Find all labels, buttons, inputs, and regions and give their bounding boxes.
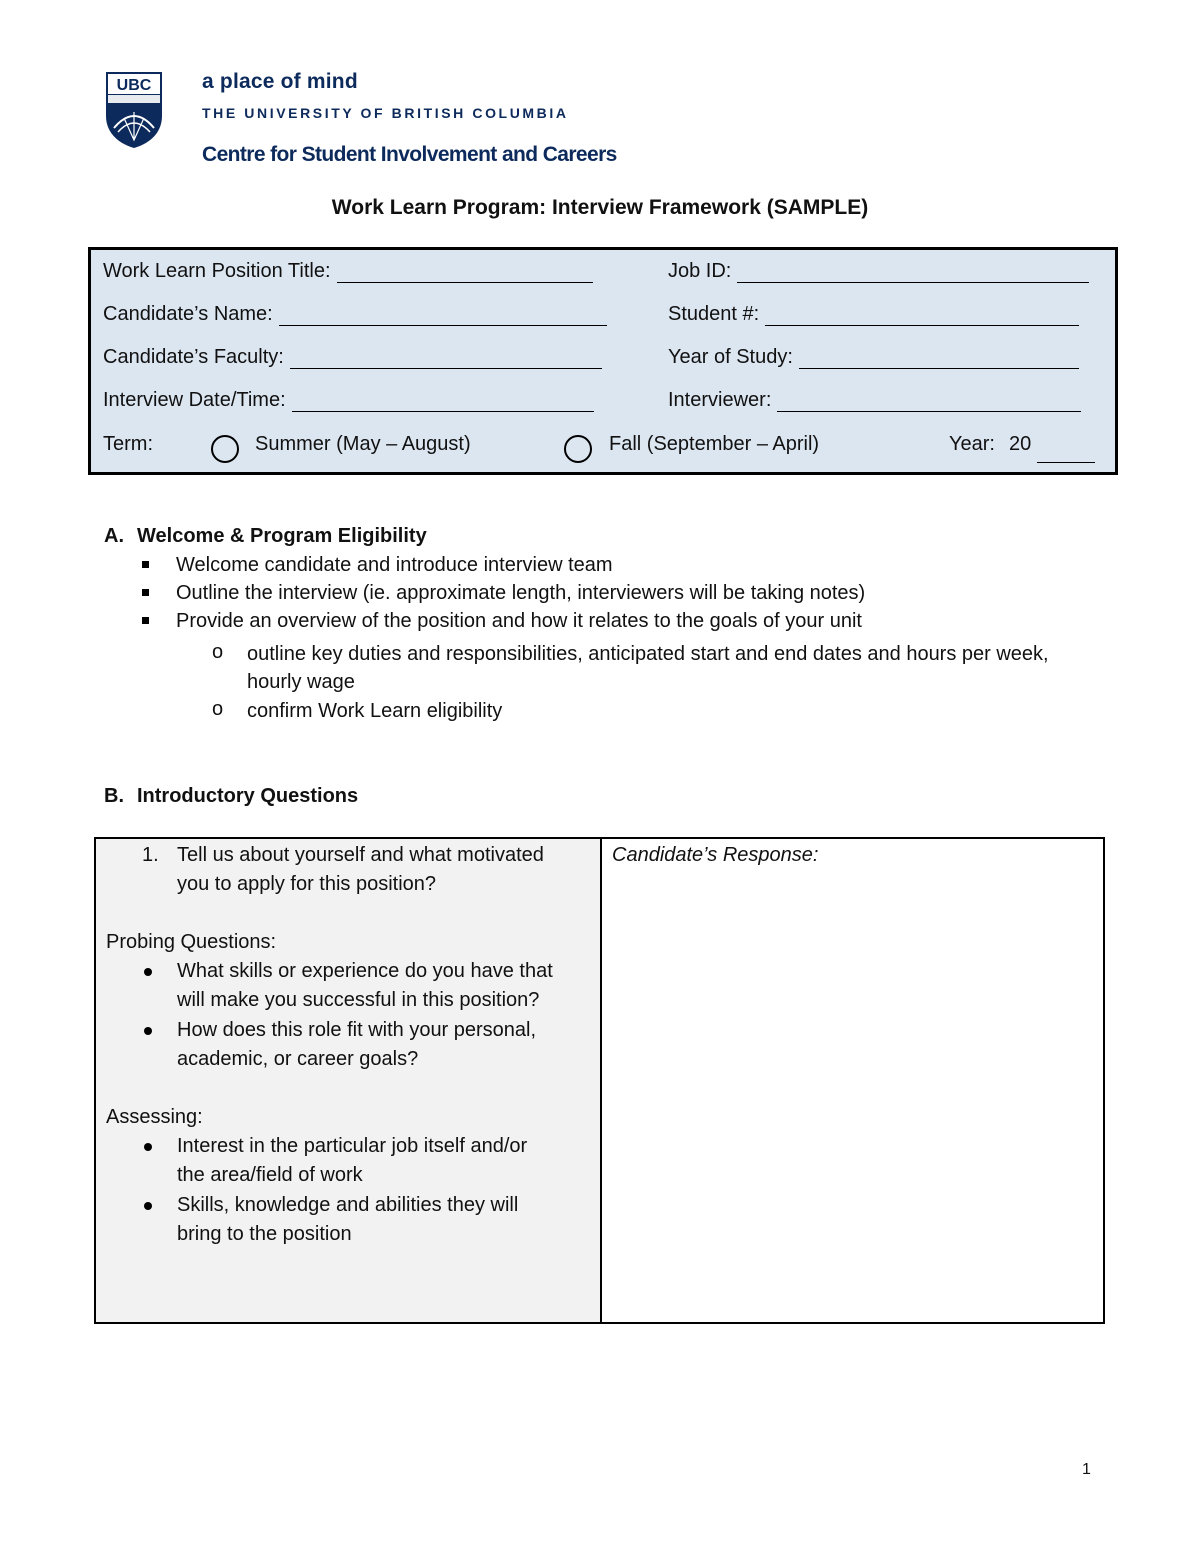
page-number: 1 [1082,1461,1091,1478]
bullet-icon [144,1143,152,1151]
tagline: a place of mind [202,70,358,93]
fall-radio[interactable] [564,435,592,463]
response-label: Candidate’s Response: [612,844,819,866]
interview-datetime-field [103,389,594,412]
section-b-title: Introductory Questions [137,785,359,807]
position-title-label: Work Learn Position Title: [103,260,331,282]
section-b-heading [104,785,358,808]
probing-item-2-line-2: academic, or career goals? [177,1048,419,1070]
summer-option-label: Summer (May – August) [255,433,471,455]
job-id-field [668,260,1089,283]
year-of-study-input[interactable] [799,350,1079,369]
interviewer-input[interactable] [777,393,1081,412]
summer-radio[interactable] [211,435,239,463]
year-prefix: 20 [1009,433,1032,455]
ubc-logo [104,70,164,150]
year-of-study-field [668,346,1079,369]
term-row [103,432,1103,466]
interview-datetime-label: Interview Date/Time: [103,389,286,411]
university-name: THE UNIVERSITY OF BRITISH COLUMBIA [202,105,569,121]
bullet-icon [144,1027,152,1035]
assessing-label: Assessing: [106,1106,203,1128]
interviewer-label: Interviewer: [668,389,772,411]
interviewer-field [668,389,1081,412]
year-input[interactable] [1037,462,1095,463]
year-label: Year: [949,433,995,455]
probing-item-1-line-2: will make you successful in this position? [177,989,540,1011]
logo-text: UBC [116,77,152,94]
circle-bullet-icon: o [212,698,224,720]
section-a-title: Welcome & Program Eligibility [137,525,427,547]
year-of-study-label: Year of Study: [668,346,793,368]
question-number: 1. [142,844,159,866]
student-number-input[interactable] [765,307,1079,326]
response-cell[interactable] [602,839,1103,1322]
question-table [94,837,1105,1324]
assessing-item-1-line-1: Interest in the particular job itself and/or [177,1135,528,1157]
department-name: Centre for Student Involvement and Careers [202,143,617,166]
square-bullet-icon [142,589,149,596]
student-number-field [668,303,1079,326]
job-id-input[interactable] [737,264,1089,283]
square-bullet-icon [142,561,149,568]
bullet-icon [144,1202,152,1210]
assessing-item-2-line-2: bring to the position [177,1223,352,1245]
student-number-label: Student #: [668,303,760,325]
candidate-info-box [88,247,1118,475]
position-title-field [103,260,593,283]
probing-item-2-line-1: How does this role fit with your personal, [177,1019,537,1041]
candidate-name-input[interactable] [279,307,607,326]
candidate-faculty-label: Candidate’s Faculty: [103,346,284,368]
candidate-name-field [103,303,607,326]
question-cell [96,839,602,1322]
probing-item-1-line-1: What skills or experience do you have that [177,960,553,982]
section-a-heading [104,525,427,548]
section-b-letter: B. [104,785,124,807]
probing-label: Probing Questions: [106,931,277,953]
circle-bullet-icon: o [212,641,224,663]
square-bullet-icon [142,617,149,624]
candidate-faculty-input[interactable] [290,350,602,369]
question-line-1: Tell us about yourself and what motivated [177,844,544,866]
document-title: Work Learn Program: Interview Framework (SAMPLE) [331,196,869,219]
term-label: Term: [103,433,153,455]
section-a-letter: A. [104,525,124,547]
assessing-item-2-line-1: Skills, knowledge and abilities they will [177,1194,519,1216]
interview-datetime-input[interactable] [292,393,594,412]
job-id-label: Job ID: [668,260,732,282]
fall-option-label: Fall (September – April) [609,433,820,455]
position-title-input[interactable] [337,264,593,283]
candidate-name-label: Candidate’s Name: [103,303,273,325]
question-line-2: you to apply for this position? [177,873,437,895]
candidate-faculty-field [103,346,602,369]
bullet-icon [144,968,152,976]
assessing-item-1-line-2: the area/field of work [177,1164,363,1186]
